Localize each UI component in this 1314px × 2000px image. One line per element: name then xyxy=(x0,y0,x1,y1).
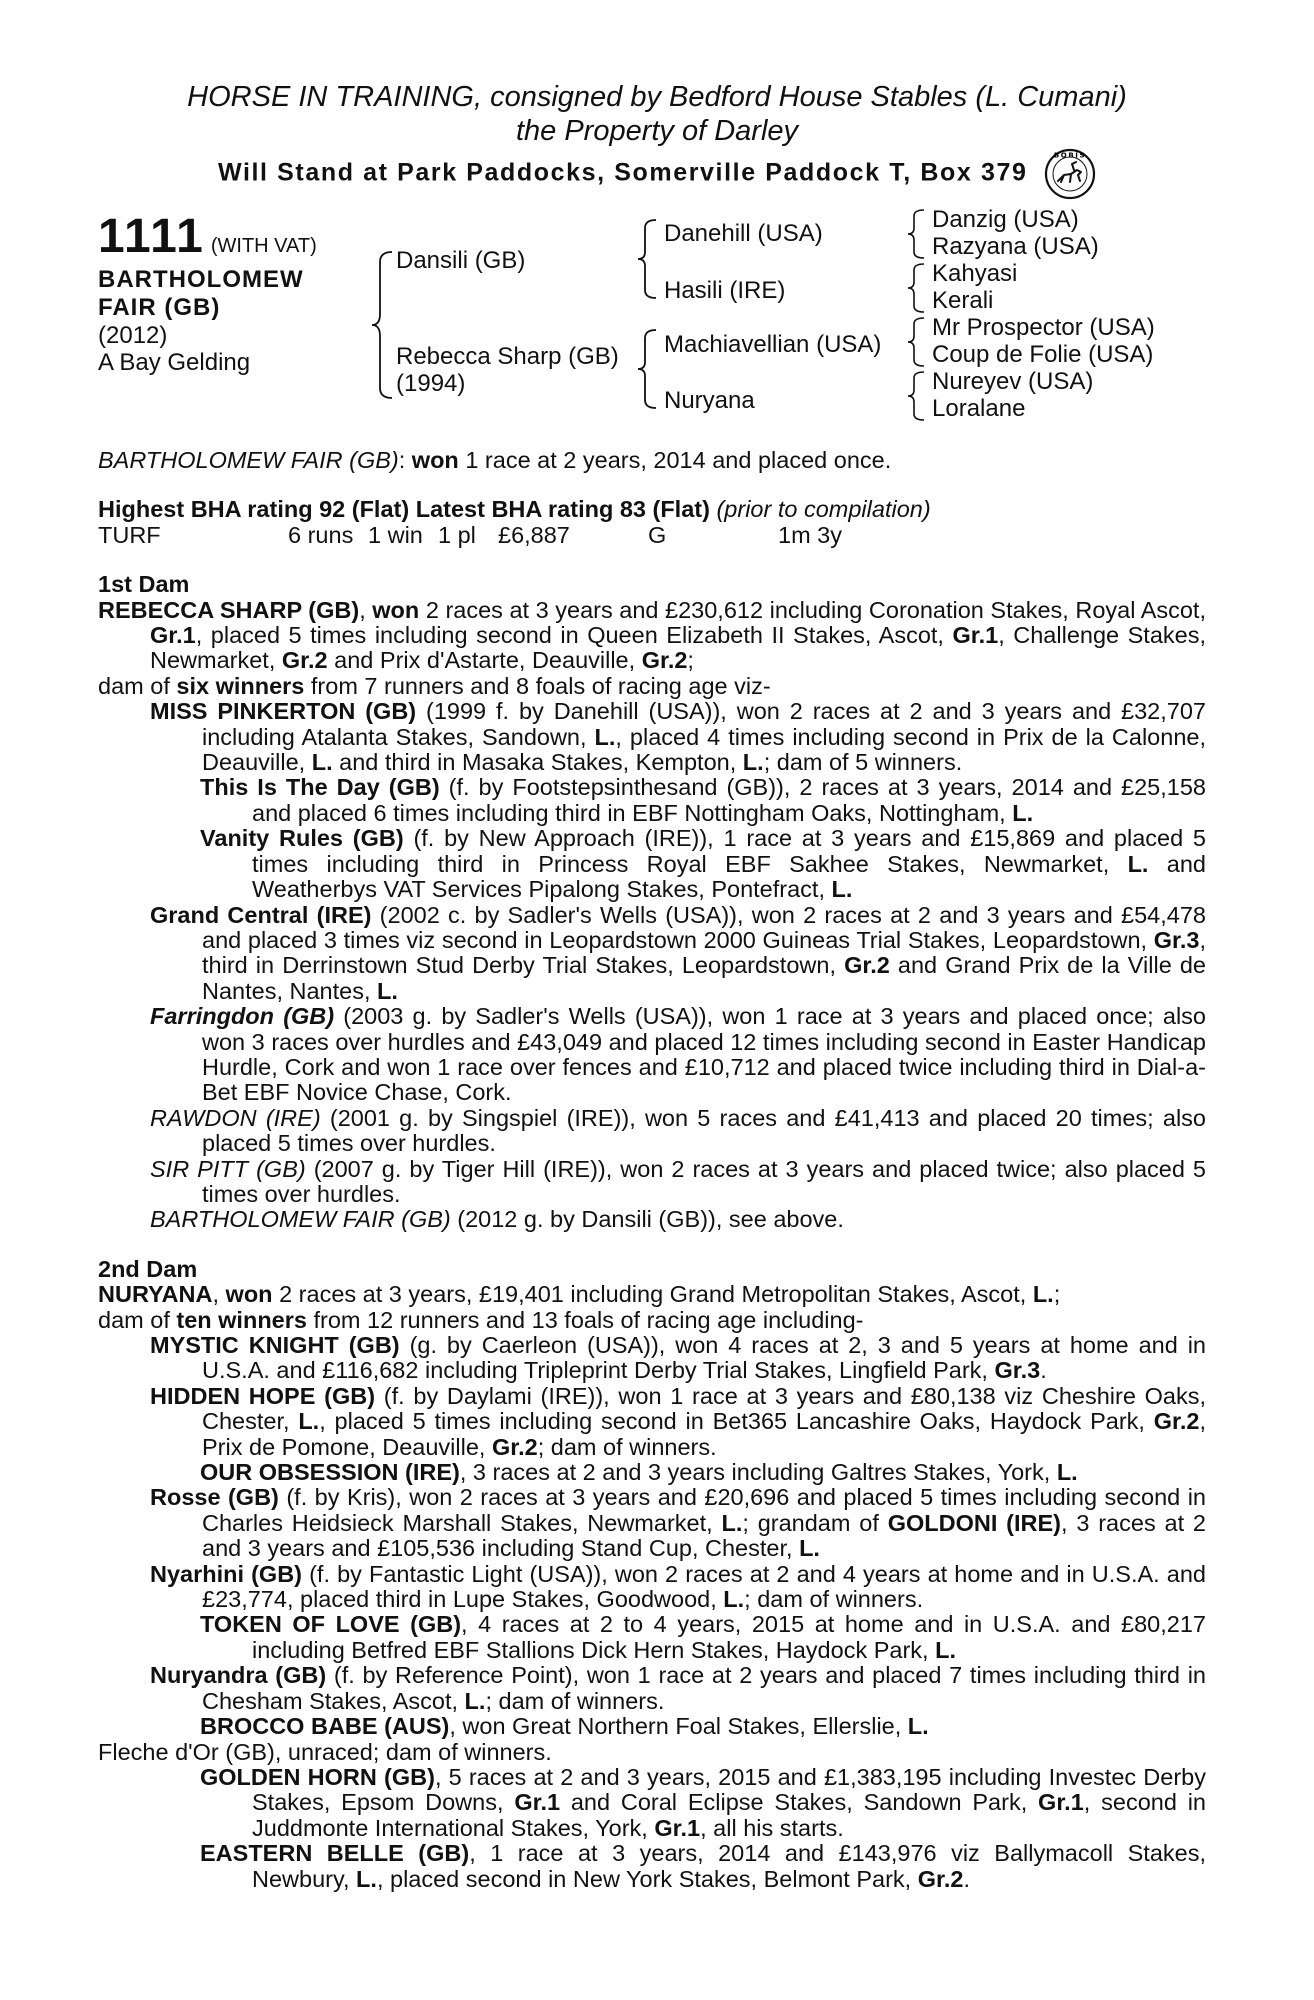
pedigree-brace-g4-icon xyxy=(906,370,928,422)
first-dam-produce: dam of six winners from 7 runners and 8 foals of racing age viz- xyxy=(98,672,771,699)
horse-name-line1: BARTHOLOMEW xyxy=(98,266,304,293)
offspring-golden-horn: GOLDEN HORN (GB), 5 races at 2 and 3 years, 2015 and £1,383,195 including Investec Derby Stakes, Epsom Downs, Gr.1 and Coral Eclipse Stakes, Sandown Park, Gr.1, second in Juddmonte International Stakes, York, Gr.1, all his starts. xyxy=(200,1763,1206,1841)
offspring-rawdon: RAWDON (IRE) (2001 g. by Singspiel (IRE)), won 5 races and £41,413 and placed 20 times; also placed 5 times over hurdles. xyxy=(150,1104,1206,1157)
dam: Rebecca Sharp (GB) xyxy=(396,343,619,370)
offspring-grand-central: Grand Central (IRE) (2002 c. by Sadler's Wells (USA)), won 2 races at 2 and 3 years and £54,478 and placed 3 times viz second in Leopardstown 2000 Guineas Trial Stakes, Leopardstown, Gr.3, third in Derrinstown Stud Derby Trial Stakes, Leopardstown, Gr.2 and Grand Prix de la Ville de Nantes, Nantes, L. xyxy=(150,901,1206,1004)
sire-dam: Hasili (IRE) xyxy=(664,277,786,304)
sire: Dansili (GB) xyxy=(396,247,526,274)
offspring-rosse: Rosse (GB) (f. by Kris), won 2 races at 3 years and £20,696 and placed 5 times including second in Charles Heidsieck Marshall Stakes, Newmarket, L.; grandam of GOLDONI (IRE), 3 races at 2 and 3 years and £105,536 including Stand Cup, Chester, L. xyxy=(150,1484,1206,1562)
pedigree-brace-dam-icon xyxy=(636,328,660,410)
offspring-bartholomew-fair: BARTHOLOMEW FAIR (GB) (2012 g. by Dansili (GB)), see above. xyxy=(150,1206,844,1233)
offspring-vanity-rules: Vanity Rules (GB) (f. by New Approach (IRE)), 1 race at 3 years and £15,869 and placed 5 times including third in Princess Royal EBF Sakhee Stakes, Newmarket, L. and Weatherbys VAT Services Pipalong Stakes, Pontefract, L. xyxy=(200,825,1207,903)
offspring-mystic-knight: MYSTIC KNIGHT (GB) (g. by Caerleon (USA)), won 4 races at 2, 3 and 5 years at home and in U.S.A. and £116,682 including Tripleprint Derby Trial Stakes, Lingfield Park, Gr.3. xyxy=(150,1332,1206,1384)
grandsire-1: Danzig (USA) xyxy=(932,206,1079,233)
granddam-3: Coup de Folie (USA) xyxy=(932,341,1154,368)
rating-line: Highest BHA rating 92 (Flat) Latest BHA rating 83 (Flat) (prior to compilation) xyxy=(98,496,931,523)
offspring-sir-pitt: SIR PITT (GB) (2007 g. by Tiger Hill (IRE)), won 2 races at 3 years and placed twice; also placed 5 times over hurdles. xyxy=(150,1155,1207,1207)
second-dam-heading: 2nd Dam xyxy=(98,1255,198,1282)
lot-number: 1111 xyxy=(98,210,205,263)
granddam-1: Razyana (USA) xyxy=(932,233,1099,260)
pedigree-brace-g1-icon xyxy=(906,208,928,260)
dam-year: (1994) xyxy=(396,370,466,397)
offspring-this-is-the-day: This Is The Day (GB) (f. by Footstepsinthesand (GB)), 2 races at 3 years, 2014 and £25,158 and placed 6 times including third in EBF Nottingham Oaks, Nottingham, L. xyxy=(200,774,1206,826)
property-line: the Property of Darley xyxy=(515,115,799,147)
grandsire-2: Kahyasi xyxy=(932,260,1018,287)
location-line xyxy=(0,148,1314,200)
consignor-line: HORSE IN TRAINING, consigned by Bedford House Stables (L. Cumani) xyxy=(187,81,1127,113)
turf-record: TURF 6 runs 1 win 1 pl £6,887 G 1m 3y xyxy=(98,521,842,548)
second-dam-produce: dam of ten winners from 12 runners and 13 foals of racing age including- xyxy=(98,1306,864,1333)
catalogue-body xyxy=(98,448,1206,1892)
offspring-nyarhini: Nyarhini (GB) (f. by Fantastic Light (USA)), won 2 races at 2 and 4 years at home and in U.S.A. and £23,774, placed third in Lupe Stakes, Goodwood, L.; dam of winners. xyxy=(150,1560,1206,1613)
location-text: Will Stand at Park Paddocks, Somerville Paddock T, Box 379 xyxy=(217,158,1028,187)
offspring-miss-pinkerton: MISS PINKERTON (GB) (1999 f. by Danehill (USA)), won 2 races at 2 and 3 years and £32,707 including Atalanta Stakes, Sandown, L., placed 4 times including second in Prix de la Calonne, Deauville, L. and third in Masaka Stakes, Kempton, L.; dam of 5 winners. xyxy=(150,698,1206,776)
dam-sire: Machiavellian (USA) xyxy=(664,331,882,358)
offspring-brocco-babe: BROCCO BABE (AUS), won Great Northern Foal Stakes, Ellerslie, L. xyxy=(200,1713,929,1740)
horse-description: A Bay Gelding xyxy=(98,349,251,376)
offspring-fleche-dor: Fleche d'Or (GB), unraced; dam of winners. xyxy=(98,1738,552,1765)
grandsire-3: Mr Prospector (USA) xyxy=(932,314,1155,341)
offspring-token-of-love: TOKEN OF LOVE (GB), 4 races at 2 to 4 years, 2015 at home and in U.S.A. and £80,217 including Betfred EBF Stallions Dick Hern Stakes, Haydock Park, L. xyxy=(200,1611,1206,1663)
dam-dam: Nuryana xyxy=(664,387,755,414)
horse-year: (2012) xyxy=(98,322,168,349)
pedigree-brace-main-icon xyxy=(370,250,398,400)
offspring-nuryandra: Nuryandra (GB) (f. by Reference Point), won 1 race at 2 years and placed 7 times including third in Chesham Stakes, Ascot, L.; dam of winners. xyxy=(150,1662,1206,1714)
catalogue-header xyxy=(0,80,1314,200)
race-summary: BARTHOLOMEW FAIR (GB): won 1 race at 2 years, 2014 and placed once. xyxy=(98,447,892,473)
horse-name-line2: FAIR (GB) xyxy=(98,294,221,321)
offspring-our-obsession: OUR OBSESSION (IRE), 3 races at 2 and 3 years including Galtres Stakes, York, L. xyxy=(200,1459,1078,1486)
pedigree-brace-g2-icon xyxy=(906,262,928,314)
offspring-farringdon: Farringdon (GB) (2003 g. by Sadler's Wells (USA)), won 1 race at 3 years and placed once; also won 3 races over hurdles and £43,049 and placed 12 times including second in Easter Handicap Hurdle, Cork and won 1 race over fences and £10,712 and placed twice including third in Dial-a-Bet EBF Novice Chase, Cork. xyxy=(150,1003,1206,1106)
first-dam-entry: REBECCA SHARP (GB), won 2 races at 3 years and £230,612 including Coronation Stakes, Royal Ascot, Gr.1, placed 5 times including second in Queen Elizabeth II Stakes, Ascot, Gr.1, Challenge Stakes, Newmarket, Gr.2 and Prix d'Astarte, Deauville, Gr.2; xyxy=(98,596,1206,674)
sire-sire: Danehill (USA) xyxy=(664,220,823,247)
first-dam-heading: 1st Dam xyxy=(98,571,190,598)
offspring-hidden-hope: HIDDEN HOPE (GB) (f. by Daylami (IRE)), won 1 race at 3 years and £80,138 viz Cheshire Oaks, Chester, L., placed 5 times including second in Bet365 Lancashire Oaks, Haydock Park, Gr.2, Prix de Pomone, Deauville, Gr.2; dam of winners. xyxy=(150,1382,1207,1460)
lot-identity xyxy=(98,208,358,376)
pedigree-brace-sire-icon xyxy=(636,218,660,300)
grandsire-4: Nureyev (USA) xyxy=(932,368,1094,395)
granddam-2: Kerali xyxy=(932,287,994,314)
vat-note: (WITH VAT) xyxy=(210,235,317,257)
granddam-4: Loralane xyxy=(932,395,1026,422)
logo-text: BOBIS xyxy=(1053,151,1087,160)
second-dam-entry: NURYANA, won 2 races at 3 years, £19,401 including Grand Metropolitan Stakes, Ascot, L.; xyxy=(98,1281,1061,1308)
pedigree-brace-g3-icon xyxy=(906,316,928,368)
bobis-logo-icon xyxy=(1044,148,1096,200)
offspring-eastern-belle: EASTERN BELLE (GB), 1 race at 3 years, 2014 and £143,976 viz Ballymacoll Stakes, Newbury, L., placed second in New York Stakes, Belmont Park, Gr.2. xyxy=(200,1840,1207,1892)
